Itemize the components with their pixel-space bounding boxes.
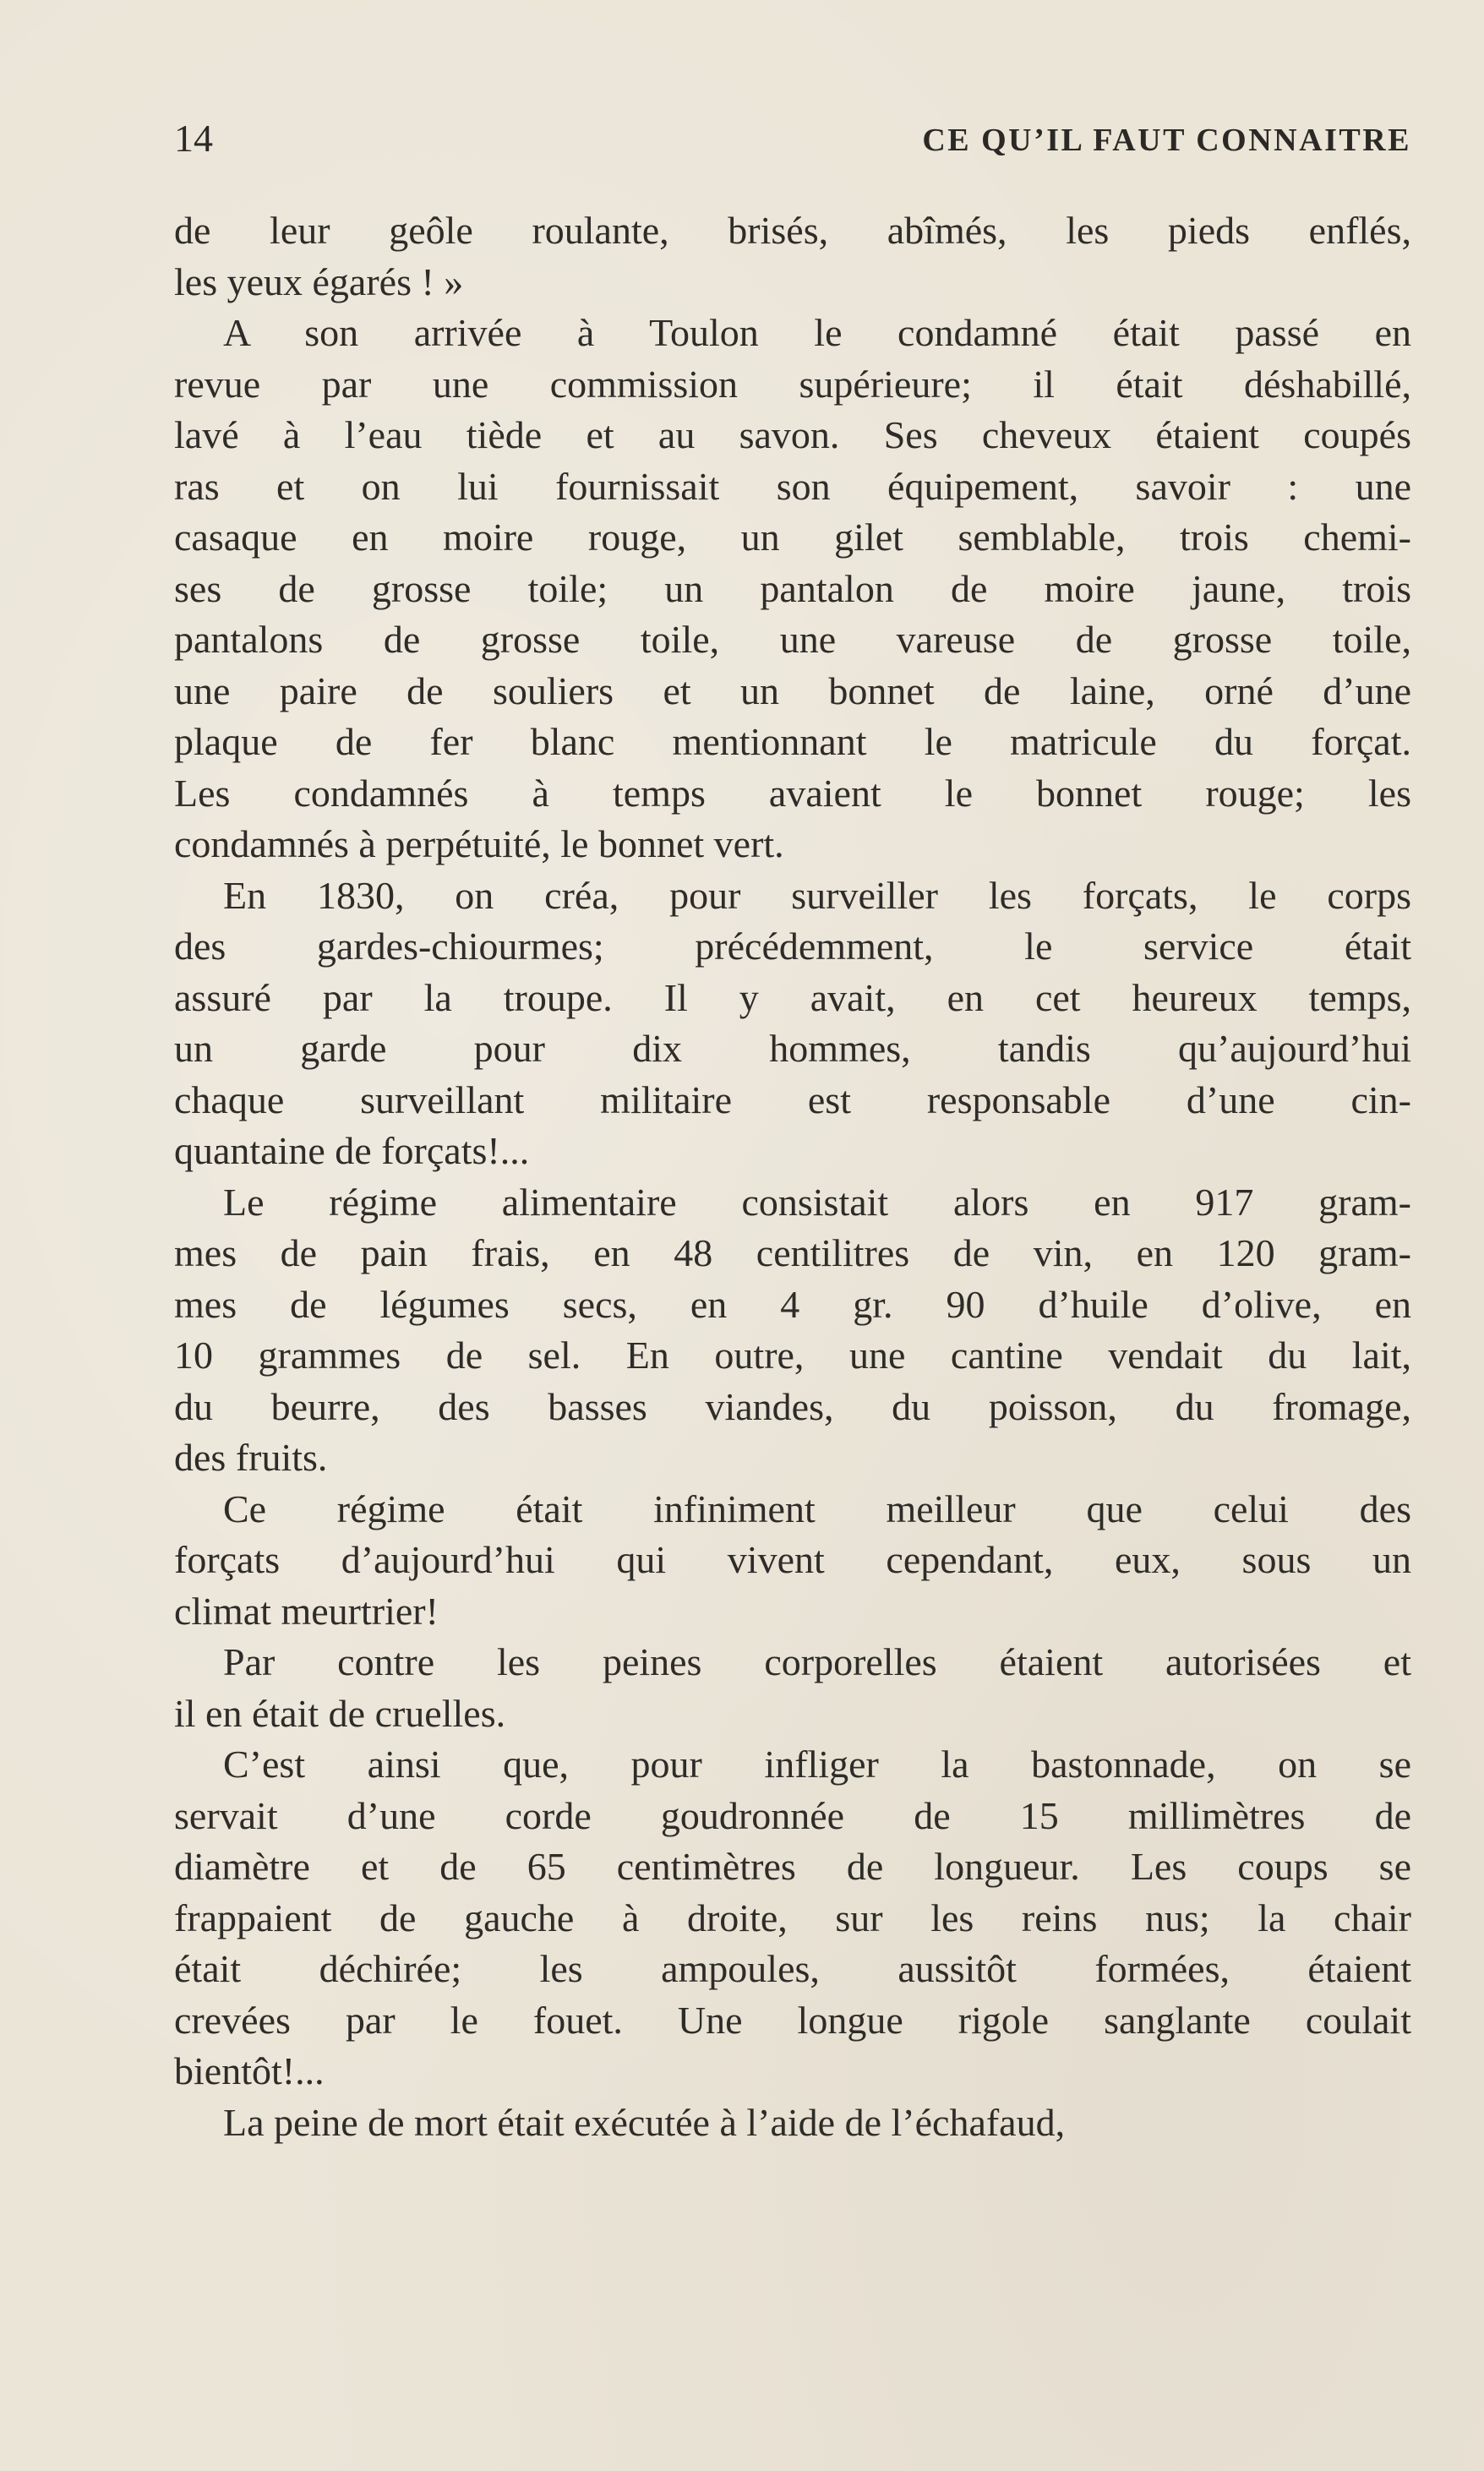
text-line: A son arrivée à Toulon le condamné était passé en <box>223 311 1411 354</box>
text-line: climat meurtrier! <box>174 1589 439 1633</box>
text-line: En 1830, on créa, pour surveiller les forçats, le corps <box>223 873 1411 917</box>
text-line: ras et on lui fournissait son équipement, savoir : une <box>174 464 1411 508</box>
text-line: C’est ainsi que, pour infliger la bastonnade, on se <box>223 1743 1411 1786</box>
text-line: il en était de cruelles. <box>174 1691 506 1735</box>
text-line: était déchirée; les ampoules, aussitôt formées, étaient <box>174 1947 1411 1990</box>
text-line: bientôt!... <box>174 2049 325 2092</box>
text-line: mes de pain frais, en 48 centilitres de vin, en 120 gram- <box>174 1231 1411 1274</box>
text-line: frappaient de gauche à droite, sur les reins nus; la chair <box>174 1896 1411 1939</box>
page-header <box>174 113 1411 164</box>
text-line: servait d’une corde goudronnée de 15 millimètres de <box>174 1793 1411 1837</box>
text-line: mes de légumes secs, en 4 gr. 90 d’huile d’olive, en <box>174 1282 1411 1326</box>
text-line: condamnés à perpétuité, le bonnet vert. <box>174 822 784 865</box>
running-head: CE QU’IL FAUT CONNAITRE <box>922 123 1411 158</box>
page-number: 14 <box>174 117 213 160</box>
text-line: des gardes-chiourmes; précédemment, le service était <box>174 925 1411 968</box>
text-line: Le régime alimentaire consistait alors en 917 gram- <box>223 1180 1411 1224</box>
text-line: de leur geôle roulante, brisés, abîmés, les pieds enflés, <box>174 209 1411 252</box>
text-line: plaque de fer blanc mentionnant le matricule du forçat. <box>174 720 1411 763</box>
text-line: un garde pour dix hommes, tandis qu’aujourd’hui <box>174 1027 1411 1070</box>
text-line: chaque surveillant militaire est responsable d’une cin- <box>174 1077 1411 1121</box>
text-line: des fruits. <box>174 1436 328 1479</box>
text-line: pantalons de grosse toile, une vareuse de grosse toile, <box>174 618 1411 661</box>
text-line: une paire de souliers et un bonnet de laine, orné d’une <box>174 668 1411 712</box>
body-text <box>174 205 1411 2148</box>
text-line: quantaine de forçats!... <box>174 1129 530 1172</box>
text-line: La peine de mort était exécutée à l’aide de l’échafaud, <box>223 2100 1066 2144</box>
text-line: lavé à l’eau tiède et au savon. Ses cheveux étaient coupés <box>174 413 1411 456</box>
text-line: Les condamnés à temps avaient le bonnet rouge; les <box>174 771 1411 815</box>
text-line: forçats d’aujourd’hui qui vivent cependant, eux, sous un <box>174 1538 1411 1581</box>
text-line: Par contre les peines corporelles étaient autorisées et <box>223 1640 1411 1683</box>
text-line: les yeux égarés ! » <box>174 259 464 303</box>
text-line: assuré par la troupe. Il y avait, en cet heureux temps, <box>174 975 1411 1019</box>
text-line: diamètre et de 65 centimètres de longueur. Les coups se <box>174 1845 1411 1888</box>
text-line: du beurre, des basses viandes, du poisson, du fromage, <box>174 1384 1411 1428</box>
text-line: ses de grosse toile; un pantalon de moire jaune, trois <box>174 566 1411 610</box>
text-line: crevées par le fouet. Une longue rigole sanglante coulait <box>174 1998 1411 2042</box>
text-line: Ce régime était infiniment meilleur que celui des <box>223 1486 1411 1530</box>
text-line: 10 grammes de sel. En outre, une cantine vendait du lait, <box>174 1334 1411 1377</box>
text-line: casaque en moire rouge, un gilet semblable, trois chemi- <box>174 515 1411 559</box>
text-line: revue par une commission supérieure; il était déshabillé, <box>174 362 1411 406</box>
